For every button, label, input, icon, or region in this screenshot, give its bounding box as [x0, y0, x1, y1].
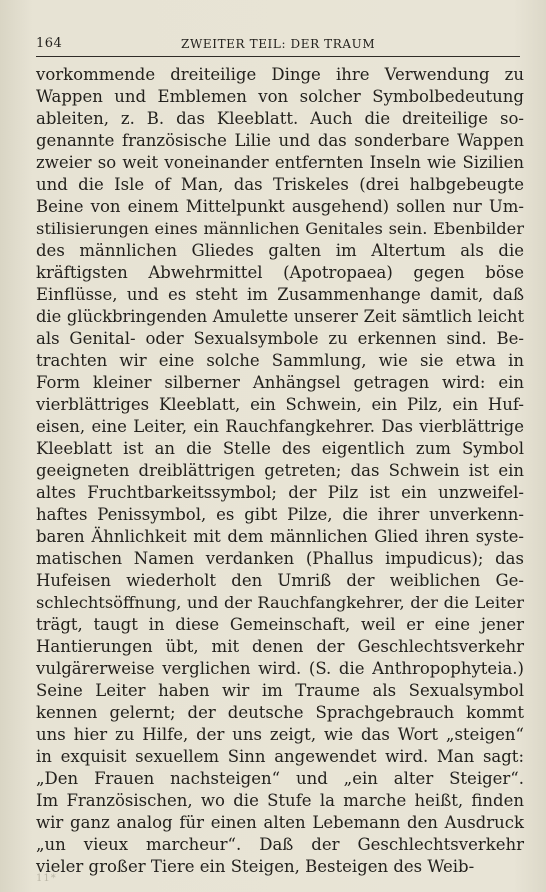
text-line: stilisierungen eines männlichen Genitales sein. Ebenbilder [36, 219, 524, 238]
text-line: geeigneten dreiblättrigen getreten; das Schwein ist ein [36, 461, 524, 480]
text-line: vorkommende dreiteilige Dinge ihre Verwendung zu [36, 65, 524, 84]
text-line: Wappen und Emblemen von solcher Symbolbedeutung [36, 87, 524, 106]
text-line: und die Isle of Man, das Triskeles (drei halbgebeugte [36, 175, 524, 194]
page-header [36, 34, 520, 57]
text-line: als Genital- oder Sexualsymbole zu erkennen sind. Be- [36, 329, 524, 348]
text-line: Seine Leiter haben wir im Traume als Sexualsymbol [36, 681, 524, 700]
text-line: schlechtsöffnung, und der Rauchfangkehrer, der die Leiter [36, 593, 524, 612]
text-line: kennen gelernt; der deutsche Sprachgebrauch kommt [36, 703, 524, 722]
text-line: Im Französischen, wo die Stufe la marche heißt, finden [36, 791, 524, 810]
page-number: 164 [36, 36, 63, 51]
signature-mark: 11* [36, 873, 57, 884]
text-line: matischen Namen verdanken (Phallus impudicus); das [36, 549, 524, 568]
text-line: vulgärerweise verglichen wird. (S. die Anthropophyteia.) [36, 659, 524, 678]
text-line: in exquisit sexuellem Sinn angewendet wird. Man sagt: [36, 747, 524, 766]
text-line: vieler großer Tiere ein Steigen, Besteigen des Weib- [36, 857, 475, 876]
text-line: genannte französische Lilie und das sonderbare Wappen [36, 131, 524, 150]
text-line: haftes Penissymbol, es gibt Pilze, die ihrer unverkenn- [36, 505, 524, 524]
text-line: uns hier zu Hilfe, der uns zeigt, wie das Wort „steigen“ [36, 725, 524, 744]
text-line: vierblättriges Kleeblatt, ein Schwein, ein Pilz, ein Huf- [36, 395, 524, 414]
body-text [36, 64, 524, 878]
text-line: wir ganz analog für einen alten Lebemann den Ausdruck [36, 813, 524, 832]
text-line: altes Fruchtbarkeitssymbol; der Pilz ist ein unzweifel- [36, 483, 524, 502]
text-line: „Den Frauen nachsteigen“ und „ein alter Steiger“. [36, 769, 524, 788]
text-line: eisen, eine Leiter, ein Rauchfangkehrer. Das vierblättrige [36, 417, 524, 436]
text-line: trachten wir eine solche Sammlung, wie sie etwa in [36, 351, 524, 370]
text-line: ableiten, z. B. das Kleeblatt. Auch die dreiteilige so- [36, 109, 524, 128]
text-line: Hufeisen wiederholt den Umriß der weiblichen Ge- [36, 571, 524, 590]
text-line: Hantierungen übt, mit denen der Geschlechtsverkehr [36, 637, 524, 656]
text-line: baren Ähnlichkeit mit dem männlichen Glied ihren syste- [36, 527, 524, 546]
text-line: Form kleiner silberner Anhängsel getragen wird: ein [36, 373, 524, 392]
text-line: die glückbringenden Amulette unserer Zeit sämtlich leicht [36, 307, 524, 326]
text-line: Kleeblatt ist an die Stelle des eigentlich zum Symbol [36, 439, 524, 458]
text-line: zweier so weit voneinander entfernten Inseln wie Sizilien [36, 153, 524, 172]
text-line: kräftigsten Abwehrmittel (Apotropaea) gegen böse [36, 263, 524, 282]
text-line: Einflüsse, und es steht im Zusammenhange damit, daß [36, 285, 524, 304]
running-head: ZWEITER TEIL: DER TRAUM [181, 37, 376, 51]
text-line: Beine von einem Mittelpunkt ausgehend) sollen nur Um- [36, 197, 524, 216]
text-line: „un vieux marcheur“. Daß der Geschlechtsverkehr [36, 835, 524, 854]
text-line: trägt, taugt in diese Gemeinschaft, weil er eine jener [36, 615, 524, 634]
text-line: des männlichen Gliedes galten im Altertum als die [36, 241, 524, 260]
